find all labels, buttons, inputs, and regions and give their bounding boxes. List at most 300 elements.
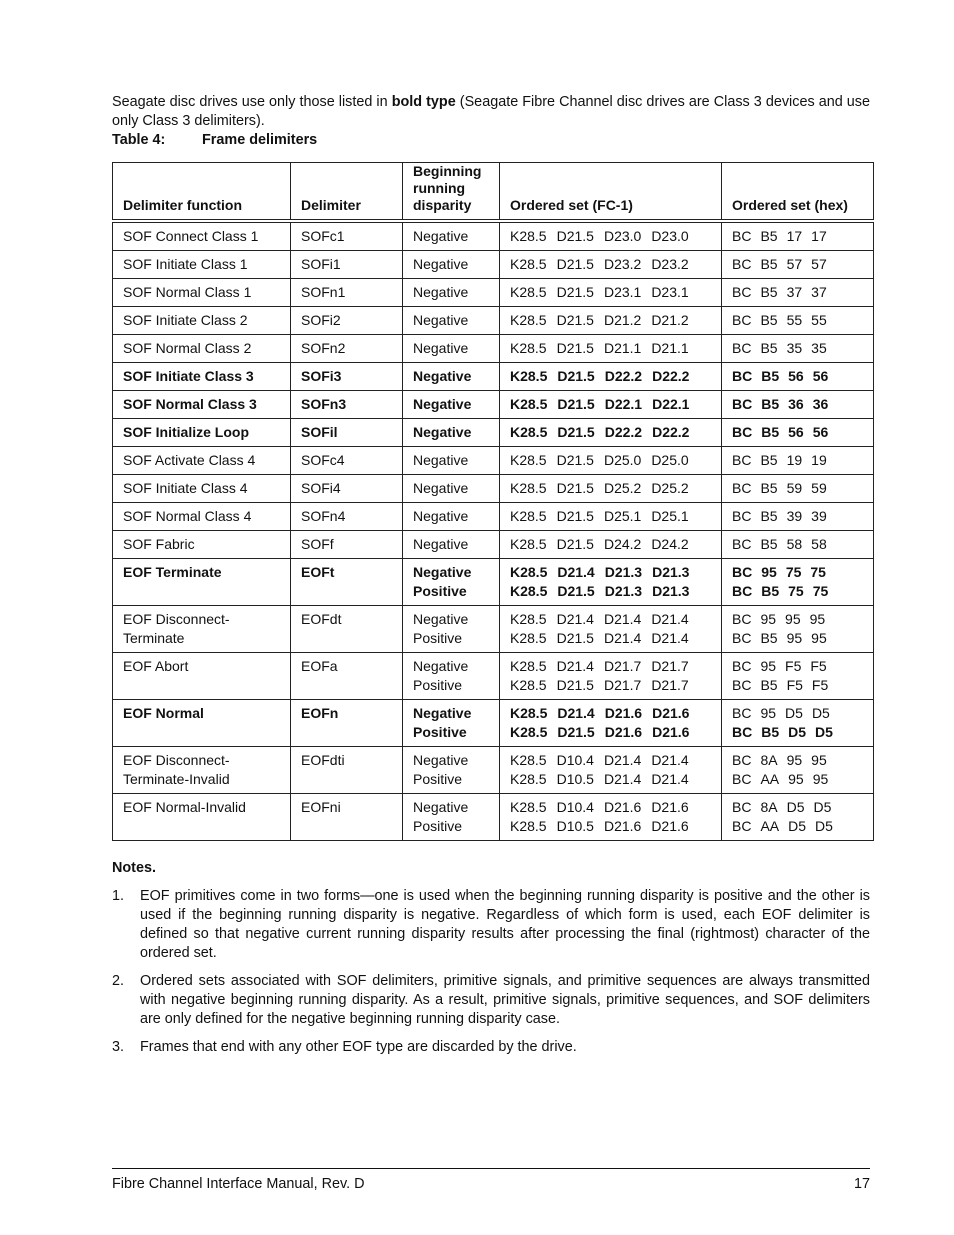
disparity-value: Negative	[413, 424, 472, 440]
cell-ordered-set-fc1	[500, 221, 722, 251]
hex-line	[732, 657, 873, 676]
disparity-value: Negative	[413, 508, 469, 524]
ordered-set-code: D21.5	[557, 396, 595, 412]
hex-line	[732, 423, 873, 442]
hex-byte: 56	[812, 424, 829, 440]
ordered-set-code: D21.1	[603, 340, 642, 356]
hex-byte: AA	[760, 771, 780, 787]
ordered-set-line	[510, 311, 721, 330]
ordered-set-code: D21.4	[651, 771, 689, 787]
ordered-set-code: K28.5	[510, 256, 547, 272]
hex-byte: BC	[732, 536, 752, 552]
hex-byte: 95	[761, 564, 777, 580]
hex-byte: D5	[786, 799, 805, 815]
hex-byte: BC	[732, 564, 753, 580]
ordered-set-line	[510, 723, 721, 742]
ordered-set-code: K28.5	[510, 630, 547, 646]
cell-running-disparity	[403, 391, 500, 419]
hex-byte: D5	[813, 799, 832, 815]
delimiter-function-text: EOF Normal-Invalid	[123, 799, 246, 815]
disparity-value: Negative	[413, 536, 469, 552]
table-row	[113, 335, 874, 363]
cell-delimiter-function	[113, 363, 291, 391]
ordered-set-line	[510, 507, 721, 526]
cell-running-disparity	[403, 279, 500, 307]
ordered-set-line	[510, 563, 721, 582]
cell-delimiter	[291, 391, 403, 419]
delimiter-function-text: SOF Normal Class 1	[123, 284, 252, 300]
cell-delimiter-function	[113, 279, 291, 307]
ordered-set-code: D21.1	[651, 340, 689, 356]
header-delimiter-function: Delimiter function	[113, 163, 291, 222]
table-row	[113, 606, 874, 653]
disparity-value: Negative	[413, 312, 469, 328]
hex-byte: BC	[732, 677, 752, 693]
cell-delimiter-function	[113, 419, 291, 447]
ordered-set-line	[510, 582, 721, 601]
ordered-set-code: D21.6	[651, 799, 689, 815]
ordered-set-line	[510, 610, 721, 629]
ordered-set-code: D21.4	[556, 611, 594, 627]
cell-running-disparity	[403, 363, 500, 391]
hex-byte: BC	[732, 630, 752, 646]
ordered-set-code: D21.4	[651, 752, 689, 768]
hex-byte: 56	[812, 368, 829, 384]
hex-line	[732, 723, 873, 742]
ordered-set-code: D23.2	[603, 256, 642, 272]
table-row	[113, 475, 874, 503]
hex-line	[732, 563, 873, 582]
cell-running-disparity	[403, 419, 500, 447]
cell-running-disparity	[403, 559, 500, 606]
ordered-set-code: K28.5	[510, 658, 547, 674]
disparity-value: Negative	[413, 564, 472, 580]
hex-byte: BC	[732, 424, 753, 440]
cell-ordered-set-hex	[722, 363, 874, 391]
note-number: 2.	[112, 973, 125, 989]
hex-byte: 75	[810, 564, 826, 580]
table-row	[113, 251, 874, 279]
hex-byte: 58	[811, 536, 827, 552]
hex-byte: B5	[760, 508, 778, 524]
cell-running-disparity	[403, 531, 500, 559]
hex-byte: B5	[760, 256, 778, 272]
delimiter-function-text: SOF Initiate Class 1	[123, 256, 248, 272]
hex-byte: 95	[811, 752, 827, 768]
disparity-value: Positive	[413, 583, 467, 599]
delimiter-text: SOFc4	[301, 452, 345, 468]
cell-delimiter-function	[113, 335, 291, 363]
ordered-set-code: D21.4	[651, 611, 689, 627]
cell-delimiter-function	[113, 221, 291, 251]
cell-ordered-set-fc1	[500, 653, 722, 700]
ordered-set-code: D23.0	[651, 228, 689, 244]
hex-byte: D5	[815, 818, 833, 834]
cell-ordered-set-hex	[722, 475, 874, 503]
hex-line	[732, 339, 873, 358]
hex-byte: 75	[812, 583, 829, 599]
delimiter-function-text: SOF Fabric	[123, 536, 195, 552]
ordered-set-code: K28.5	[510, 771, 547, 787]
cell-running-disparity	[403, 475, 500, 503]
ordered-set-code: D22.2	[652, 368, 690, 384]
hex-byte: BC	[732, 228, 752, 244]
hex-byte: 95	[785, 611, 801, 627]
cell-ordered-set-hex	[722, 653, 874, 700]
ordered-set-code: K28.5	[510, 368, 548, 384]
hex-byte: D5	[811, 705, 830, 721]
ordered-set-code: D21.5	[556, 480, 594, 496]
delimiter-function-text: SOF Initiate Class 2	[123, 312, 248, 328]
cell-delimiter	[291, 503, 403, 531]
hex-byte: 36	[788, 396, 804, 412]
hex-byte: BC	[732, 340, 752, 356]
hex-byte: 75	[785, 564, 802, 580]
ordered-set-code: D21.5	[557, 368, 595, 384]
hex-byte: 8A	[760, 799, 778, 815]
hex-line	[732, 582, 873, 601]
cell-delimiter-function	[113, 559, 291, 606]
ordered-set-code: K28.5	[510, 818, 547, 834]
hex-byte: 95	[811, 630, 827, 646]
ordered-set-code: D21.3	[604, 564, 643, 580]
hex-byte: 56	[788, 368, 804, 384]
cell-delimiter	[291, 251, 403, 279]
ordered-set-code: D21.5	[556, 256, 594, 272]
ordered-set-line	[510, 629, 721, 648]
hex-byte: D5	[788, 818, 807, 834]
hex-byte: 37	[786, 284, 803, 300]
delimiter-function-text: SOF Normal Class 4	[123, 508, 252, 524]
cell-ordered-set-hex	[722, 503, 874, 531]
hex-byte: 95	[760, 611, 777, 627]
hex-byte: BC	[732, 508, 752, 524]
hex-byte: 57	[811, 256, 827, 272]
hex-byte: 75	[788, 583, 804, 599]
cell-ordered-set-hex	[722, 700, 874, 747]
ordered-set-line	[510, 395, 721, 414]
hex-byte: D5	[815, 724, 833, 740]
cell-ordered-set-fc1	[500, 307, 722, 335]
disparity-value: Negative	[413, 284, 469, 300]
ordered-set-code: K28.5	[510, 228, 547, 244]
delimiter-function-text: SOF Normal Class 2	[123, 340, 252, 356]
table-row	[113, 700, 874, 747]
ordered-set-code: D21.5	[557, 583, 595, 599]
hex-byte: 95	[760, 658, 777, 674]
delimiter-text: SOFi4	[301, 480, 341, 496]
table-row	[113, 794, 874, 841]
note-text: Ordered sets associated with SOF delimiters, primitive signals, and primitive sequences are always transmitted with negative beginning running disparity. As a result, primitive signals, primitive sequences, and SOF delimiters are only defined for the negative beginning running disparity case.	[140, 973, 870, 1027]
hex-byte: BC	[732, 583, 753, 599]
ordered-set-code: D10.4	[556, 799, 594, 815]
hex-byte: BC	[732, 284, 752, 300]
ordered-set-code: D21.7	[603, 658, 642, 674]
hex-byte: BC	[732, 312, 752, 328]
delimiter-function-text: EOF Abort	[123, 658, 189, 674]
disparity-value: Negative	[413, 340, 469, 356]
disparity-value: Positive	[413, 771, 463, 787]
cell-ordered-set-hex	[722, 251, 874, 279]
cell-running-disparity	[403, 251, 500, 279]
cell-delimiter	[291, 447, 403, 475]
cell-delimiter	[291, 653, 403, 700]
hex-byte: 59	[811, 480, 827, 496]
disparity-value: Negative	[413, 611, 469, 627]
table-row	[113, 419, 874, 447]
table-header-row	[113, 163, 874, 222]
hex-line	[732, 798, 873, 817]
ordered-set-line	[510, 704, 721, 723]
hex-byte: B5	[761, 424, 780, 440]
cell-ordered-set-fc1	[500, 335, 722, 363]
cell-delimiter	[291, 559, 403, 606]
ordered-set-code: D21.2	[651, 312, 689, 328]
delimiter-function-text: SOF Activate Class 4	[123, 452, 256, 468]
hex-byte: 19	[786, 452, 803, 468]
ordered-set-code: K28.5	[510, 424, 548, 440]
ordered-set-code: D10.5	[556, 771, 594, 787]
delimiter-function-text: EOF Normal	[123, 705, 204, 721]
cell-delimiter-function	[113, 700, 291, 747]
delimiter-text: EOFdt	[301, 611, 342, 627]
header-running-disparity: Beginning running disparity	[403, 163, 500, 222]
table-row	[113, 653, 874, 700]
hex-byte: B5	[760, 228, 778, 244]
ordered-set-code: D23.0	[603, 228, 642, 244]
footer-page-number: 17	[853, 1176, 870, 1192]
ordered-set-code: D22.2	[604, 368, 643, 384]
cell-ordered-set-hex	[722, 447, 874, 475]
ordered-set-code: D22.1	[652, 396, 690, 412]
intro-paragraph	[112, 93, 870, 131]
hex-byte: BC	[732, 771, 752, 787]
ordered-set-line	[510, 227, 721, 246]
ordered-set-line	[510, 657, 721, 676]
hex-byte: D5	[788, 724, 807, 740]
cell-delimiter-function	[113, 447, 291, 475]
hex-byte: B5	[760, 630, 778, 646]
cell-running-disparity	[403, 221, 500, 251]
cell-ordered-set-fc1	[500, 559, 722, 606]
hex-byte: BC	[732, 658, 752, 674]
ordered-set-code: D25.0	[603, 452, 642, 468]
cell-ordered-set-fc1	[500, 447, 722, 475]
cell-running-disparity	[403, 447, 500, 475]
hex-byte: 55	[811, 312, 827, 328]
hex-byte: 55	[786, 312, 803, 328]
cell-delimiter	[291, 307, 403, 335]
cell-ordered-set-fc1	[500, 747, 722, 794]
ordered-set-code: D21.5	[556, 536, 594, 552]
ordered-set-line	[510, 751, 721, 770]
ordered-set-code: K28.5	[510, 312, 547, 328]
disparity-value: Positive	[413, 724, 467, 740]
hex-byte: B5	[760, 480, 778, 496]
hex-byte: 58	[786, 536, 803, 552]
footer-divider	[112, 1168, 870, 1169]
ordered-set-line	[510, 798, 721, 817]
table-row	[113, 221, 874, 251]
cell-delimiter-function	[113, 606, 291, 653]
cell-delimiter-function	[113, 653, 291, 700]
ordered-set-code: D21.4	[556, 658, 594, 674]
cell-delimiter-function	[113, 503, 291, 531]
cell-running-disparity	[403, 606, 500, 653]
ordered-set-code: K28.5	[510, 752, 547, 768]
cell-ordered-set-hex	[722, 419, 874, 447]
ordered-set-code: D21.4	[557, 564, 595, 580]
hex-byte: BC	[732, 705, 752, 721]
ordered-set-code: K28.5	[510, 396, 548, 412]
cell-delimiter	[291, 531, 403, 559]
ordered-set-code: D21.5	[557, 724, 595, 740]
disparity-value: Negative	[413, 799, 469, 815]
hex-byte: 95	[788, 771, 804, 787]
disparity-value: Positive	[413, 818, 463, 834]
hex-byte: BC	[732, 368, 753, 384]
cell-ordered-set-fc1	[500, 606, 722, 653]
ordered-set-code: D21.5	[557, 424, 595, 440]
ordered-set-code: D24.2	[603, 536, 642, 552]
ordered-set-line	[510, 676, 721, 695]
ordered-set-line	[510, 339, 721, 358]
hex-byte: B5	[760, 677, 778, 693]
cell-ordered-set-hex	[722, 221, 874, 251]
hex-byte: B5	[761, 583, 780, 599]
delimiter-text: SOFi2	[301, 312, 341, 328]
hex-byte: 35	[786, 340, 803, 356]
delimiter-text: EOFni	[301, 799, 341, 815]
ordered-set-code: D25.2	[603, 480, 642, 496]
ordered-set-code: D21.5	[556, 677, 594, 693]
ordered-set-code: D21.7	[651, 677, 689, 693]
ordered-set-code: K28.5	[510, 536, 547, 552]
cell-ordered-set-fc1	[500, 391, 722, 419]
cell-ordered-set-hex	[722, 606, 874, 653]
hex-line	[732, 227, 873, 246]
ordered-set-code: D21.2	[603, 312, 642, 328]
hex-line	[732, 395, 873, 414]
ordered-set-code: D21.5	[556, 340, 594, 356]
cell-delimiter-function	[113, 747, 291, 794]
hex-byte: AA	[760, 818, 780, 834]
ordered-set-code: D10.4	[556, 752, 594, 768]
cell-delimiter	[291, 747, 403, 794]
disparity-value: Negative	[413, 228, 469, 244]
cell-delimiter	[291, 475, 403, 503]
ordered-set-code: D21.6	[604, 705, 643, 721]
table-caption-number: Table 4:	[112, 132, 166, 148]
table-row	[113, 747, 874, 794]
ordered-set-line	[510, 283, 721, 302]
ordered-set-line	[510, 535, 721, 554]
delimiter-function-text: SOF Initiate Class 3	[123, 368, 254, 384]
ordered-set-code: D22.2	[652, 424, 690, 440]
hex-byte: B5	[761, 724, 780, 740]
hex-line	[732, 535, 873, 554]
delimiter-text: SOFi3	[301, 368, 342, 384]
hex-byte: 19	[811, 452, 827, 468]
ordered-set-code: D25.2	[651, 480, 689, 496]
ordered-set-code: D21.5	[556, 630, 594, 646]
cell-delimiter-function	[113, 475, 291, 503]
ordered-set-code: K28.5	[510, 284, 547, 300]
hex-byte: F5	[785, 658, 802, 674]
ordered-set-code: D21.7	[651, 658, 689, 674]
table-row	[113, 531, 874, 559]
disparity-value: Negative	[413, 752, 469, 768]
cell-delimiter-function	[113, 307, 291, 335]
delimiter-text: SOFc1	[301, 228, 345, 244]
cell-running-disparity	[403, 747, 500, 794]
hex-byte: B5	[761, 396, 780, 412]
cell-ordered-set-hex	[722, 559, 874, 606]
cell-running-disparity	[403, 653, 500, 700]
hex-line	[732, 610, 873, 629]
hex-byte: 17	[786, 228, 803, 244]
delimiter-text: SOFn2	[301, 340, 346, 356]
table-body	[113, 221, 874, 841]
hex-byte: 39	[786, 508, 803, 524]
note-number: 1.	[112, 888, 125, 904]
ordered-set-code: D24.2	[651, 536, 689, 552]
delimiter-function-text: SOF Initialize Loop	[123, 424, 249, 440]
hex-line	[732, 451, 873, 470]
ordered-set-code: D21.6	[651, 818, 689, 834]
cell-delimiter	[291, 363, 403, 391]
hex-line	[732, 751, 873, 770]
ordered-set-code: K28.5	[510, 583, 548, 599]
cell-delimiter	[291, 279, 403, 307]
hex-line	[732, 629, 873, 648]
hex-line	[732, 704, 873, 723]
hex-byte: 56	[788, 424, 804, 440]
hex-byte: B5	[760, 340, 778, 356]
hex-byte: B5	[761, 368, 780, 384]
hex-line	[732, 283, 873, 302]
hex-byte: 95	[786, 752, 803, 768]
hex-byte: F5	[811, 677, 829, 693]
table-row	[113, 307, 874, 335]
frame-delimiters-table	[112, 162, 874, 841]
cell-delimiter	[291, 606, 403, 653]
ordered-set-code: D21.6	[652, 724, 690, 740]
ordered-set-code: D21.4	[603, 752, 642, 768]
cell-delimiter	[291, 221, 403, 251]
hex-byte: F5	[810, 658, 827, 674]
hex-line	[732, 367, 873, 386]
ordered-set-code: K28.5	[510, 508, 547, 524]
cell-delimiter-function	[113, 531, 291, 559]
hex-line	[732, 676, 873, 695]
hex-byte: BC	[732, 752, 752, 768]
intro-text-after: (Seagate Fibre Channel disc drives are Class 3 devices and use only Class 3 delimiters).	[112, 94, 870, 130]
table-row	[113, 279, 874, 307]
disparity-value: Positive	[413, 630, 463, 646]
table-row	[113, 503, 874, 531]
disparity-value: Negative	[413, 480, 469, 496]
delimiter-text: SOFn3	[301, 396, 347, 412]
cell-ordered-set-fc1	[500, 419, 722, 447]
delimiter-text: SOFi1	[301, 256, 341, 272]
table-row	[113, 559, 874, 606]
cell-running-disparity	[403, 794, 500, 841]
ordered-set-code: D21.6	[604, 724, 643, 740]
note-text: EOF primitives come in two forms—one is used when the beginning running disparity is positive and the other is used if the beginning running disparity is negative. Regardless of which form is used, each EOF delimiter is defined so that negative current running disparity results after processing the final (rightmost) character of the ordered set.	[140, 888, 870, 961]
hex-line	[732, 255, 873, 274]
ordered-set-code: D21.6	[603, 818, 642, 834]
